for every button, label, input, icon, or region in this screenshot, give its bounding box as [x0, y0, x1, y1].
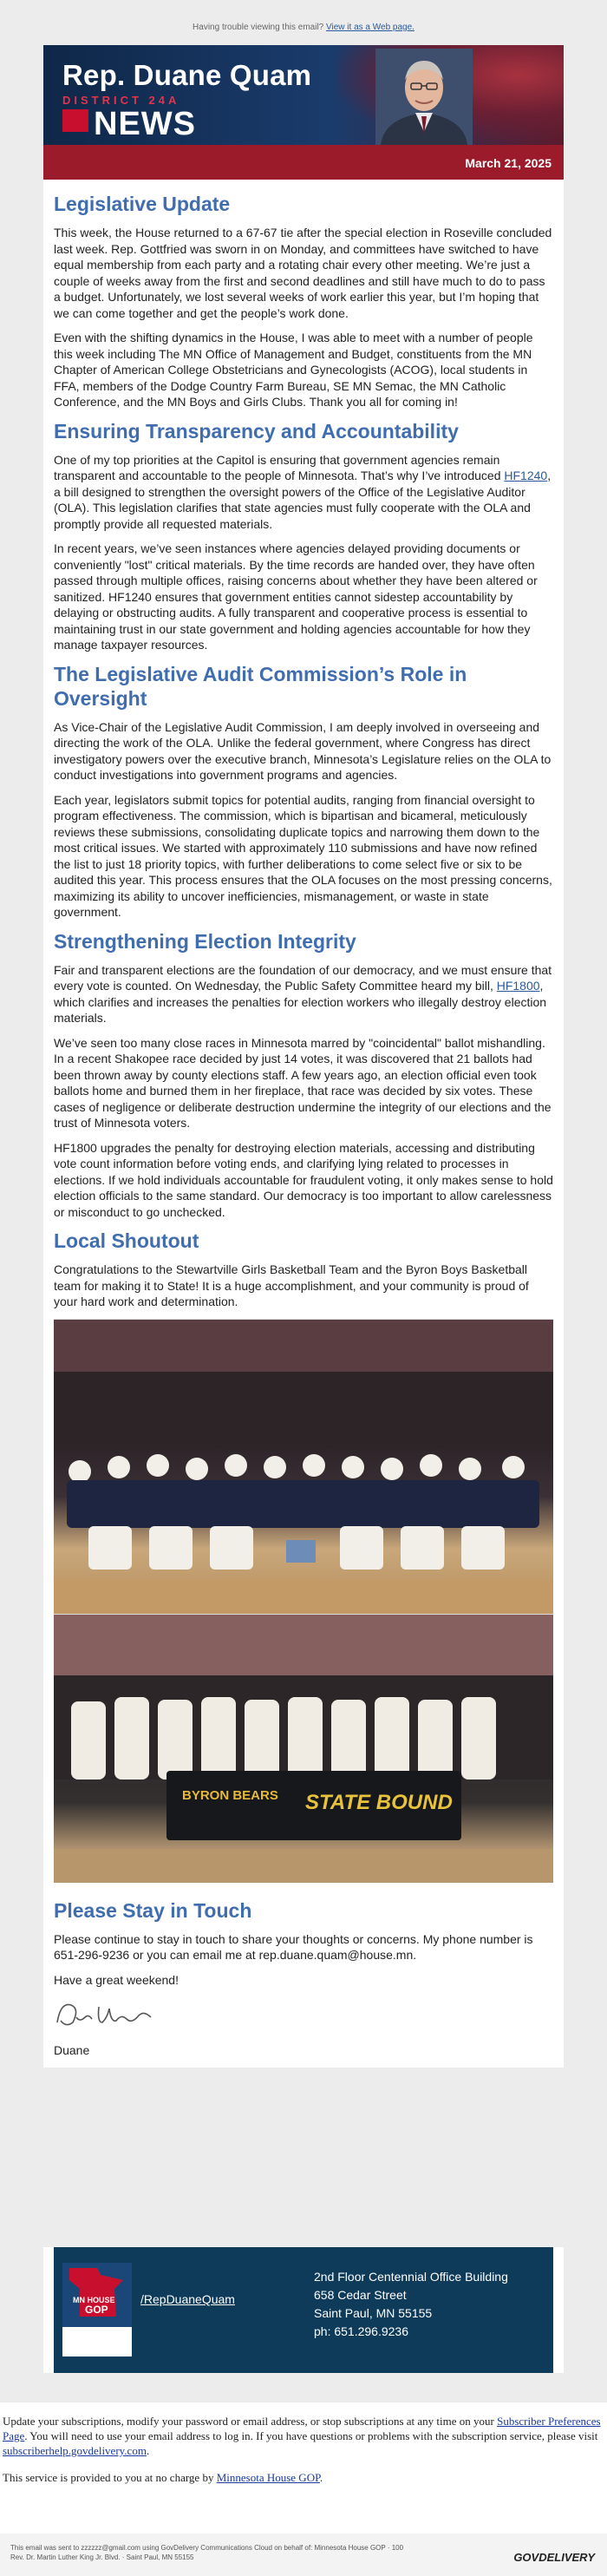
office-phone: ph: 651.296.9236	[314, 2324, 408, 2338]
signature-illustration	[54, 1996, 166, 2031]
subscription-text-mid: . You will need to use your email address to log in. If you have questions or problems with the subscription service, please visit	[24, 2429, 598, 2442]
election-paragraph-2: We’ve seen too many close races in Minnesota marred by "coincidental" ballot mishandling. In a recent Shakopee race decided by just 14 votes, it was discovered that 21 ballots had been thrown away by county elections staff. A few years ago, an election official even took ballots home and burned them in her fireplace, that race was decided by six votes. These cases of negligence or deliberate destruction undermine the integrity of our elections and the trust of Minnesota voters.	[54, 1035, 552, 1130]
audit-paragraph-1: As Vice-Chair of the Legislative Audit Commission, I am deeply involved in overseeing and directing the work of the OLA. Unlike the federal government, where Congress has direct investigatory powers over the executive branch, Minnesota’s Legislature relies on the OLA to conduct investigations into government programs and agencies.	[54, 719, 552, 782]
view-web-link[interactable]: View it as a Web page.	[326, 23, 414, 32]
office-address	[314, 2268, 508, 2341]
header-banner	[43, 45, 564, 145]
signoff: Duane	[54, 2043, 90, 2057]
footer	[43, 2247, 564, 2373]
subscriber-preferences-link[interactable]: Subscriber Preferences Page	[3, 2415, 601, 2442]
preheader-text: Having trouble viewing this email?	[193, 23, 324, 32]
section-heading-transparency: Ensuring Transparency and Accountability	[54, 419, 459, 442]
address-line-2: 658 Cedar Street	[314, 2288, 407, 2302]
mn-house-gop-link[interactable]: Minnesota House GOP	[216, 2471, 320, 2484]
header-news: NEWS	[94, 106, 196, 142]
date-band	[43, 145, 564, 180]
newsletter-card	[43, 45, 564, 2068]
facebook-wordmark: facebook	[62, 2337, 127, 2354]
newsletter-body	[43, 180, 564, 2059]
byron-photo-illustration	[54, 1615, 553, 1883]
section-heading-legislative: Legislative Update	[54, 193, 231, 215]
election-paragraph-1	[54, 962, 553, 1026]
election-paragraph-3: HF1800 upgrades the penalty for destroying election materials, accessing and distributing vote count information before voting ends, and clarifying lying related to processes in elections. If we hold individuals accountable for fraudulent voting, it only makes sense to hold election officials to the same standard. Our democracy is too important to allow carelessness or misconduct to go unchecked.	[54, 1140, 553, 1219]
mn-house-gop-logo[interactable]	[62, 2263, 132, 2356]
transparency-paragraph-2: In recent years, we’ve seen instances where agencies delayed providing documents or conveniently "lost" critical materials. By the time records are handed over, they have often passed through multiple offices, raising concerns about whether they have been altered or sanitized. HF1240 ensures that government entities cannot sidestep accountability by delaying or obstructing audits. A fully transparent and cooperative process is essential to maintaining trust in our state government and holding agencies accountable for how they manage taxpayer resources.	[54, 541, 538, 652]
preheader	[0, 0, 607, 45]
signature-image	[54, 1996, 553, 2035]
subscription-text-pre: Update your subscriptions, modify your password or email address, or stop subscriptions at any time on your	[3, 2415, 494, 2428]
sent-to-line-1: This email was sent to zzzzzz@gmail.com using GovDelivery Communications Cloud on behalf of: Minnesota House GOP · 100	[10, 2544, 404, 2552]
stewartville-team-photo	[54, 1319, 553, 1614]
transparency-p1-pre: One of my top priorities at the Capitol is ensuring that government agencies remain transparent and accountable to the people of Minnesota. That’s why I’ve introduced	[54, 452, 505, 482]
section-heading-shoutout: Local Shoutout	[54, 1229, 199, 1252]
transparency-p1-post: , a bill designed to strengthen the oversight powers of the Office of the Legislative Auditor (OLA). This legislation clarifies that state agencies must fully cooperate with the OLA and promptly provide all requested materials.	[54, 469, 552, 531]
footer-band	[54, 2247, 553, 2373]
subscriber-help-link[interactable]: subscriberhelp.govdelivery.com	[3, 2444, 147, 2457]
govdelivery-logo[interactable]: GOVDELIVERY	[513, 2551, 595, 2564]
legislative-paragraph-1: This week, the House returned to a 67-67 tie after the special election in Roseville concluded last week. Rep. Gottfried was sworn in on Monday, and committees have switched to have equal membership from each party and a rotating chair every other meeting. We’re just a couple of weeks away from the first and second deadlines and still have much to do to pass a budget. Unfortunately, we lost several weeks of work earlier this year, but I’m hoping that we can come together and get the people’s work done.	[54, 226, 552, 320]
logo-bottom-text: GOP	[85, 2304, 108, 2316]
subscription-text-end: .	[146, 2444, 150, 2457]
state-bound-banner-text: STATE BOUND	[305, 1790, 453, 1814]
govdelivery-footer	[0, 2533, 607, 2576]
service-text-end: .	[319, 2471, 323, 2484]
representative-portrait	[375, 49, 473, 145]
contact-paragraph-2: Have a great weekend!	[54, 1972, 179, 1987]
state-bound-banner-team: BYRON BEARS	[182, 1787, 278, 1803]
shoutout-paragraph: Congratulations to the Stewartville Girls Basketball Team and the Byron Boys Basketball team for making it to State! It is a huge accomplishment, and your community is proud of your hard work and determination.	[54, 1262, 529, 1308]
mn-flag-icon	[62, 109, 88, 132]
mn-state-icon	[62, 2263, 132, 2327]
transparency-paragraph-1	[54, 452, 553, 533]
section-heading-audit: The Legislative Audit Commission’s Role in Oversight	[54, 662, 467, 710]
logo-top-text: MN HOUSE	[73, 2296, 115, 2304]
audit-paragraph-2: Each year, legislators submit topics for potential audits, ranging from financial oversight to program effectiveness. The commission, which is bipartisan and bicameral, meticulously reviews these submissions, consolidating duplicate topics and narrowing them down to the most critical issues. We started with approximately 110 submissions and have now refined the list to just 18 priority topics, with further deliberations to come select five or six to be audited this year. This process ensures that the OLA focuses on the most pressing concerns, maximizing its ability to uncover inefficiencies, mismanagement, or waste in state government.	[54, 792, 552, 919]
section-heading-contact: Please Stay in Touch	[54, 1898, 252, 1922]
issue-date: March 21, 2025	[465, 156, 552, 170]
hf1800-link[interactable]: HF1800	[496, 979, 540, 993]
election-p1-post: , which clarifies and increases the penalties for election workers who illegally destroy election materials.	[54, 979, 547, 1025]
legislative-paragraph-2: Even with the shifting dynamics in the House, I was able to meet with a number of people this week including The MN Office of Management and Budget, constituents from the MN Chapter of American College Obstetricians and Gynecologists (ACOG), local students in FFA, members of the Dodge Country Farm Bureau, SE MN Semac, the MN Catholic Conference, and the MN Boys and Girls Clubs. Thank you all for coming in!	[54, 331, 533, 409]
election-p1-pre: Fair and transparent elections are the foundation of our democracy, and we must ensure that every vote is counted. On Wednesday, the Public Safety Committee heard my bill,	[54, 962, 552, 993]
address-line-1: 2nd Floor Centennial Office Building	[314, 2270, 508, 2284]
stewartville-photo-illustration	[54, 1320, 553, 1614]
subscription-notice	[0, 2414, 607, 2485]
section-heading-election: Strengthening Election Integrity	[54, 929, 356, 953]
header-district: DISTRICT 24A	[62, 94, 180, 107]
sent-to-line-2: Rev. Dr. Martin Luther King Jr. Blvd. · Saint Paul, MN 55155	[10, 2553, 194, 2561]
facebook-link[interactable]: /RepDuaneQuam	[140, 2292, 235, 2306]
hf1240-link[interactable]: HF1240	[504, 469, 548, 482]
header-title: Rep. Duane Quam	[62, 59, 312, 91]
byron-team-photo	[54, 1614, 553, 1883]
service-text: This service is provided to you at no charge by	[3, 2471, 214, 2484]
contact-paragraph-1: Please continue to stay in touch to share your thoughts or concerns. My phone number is 651-296-9236 or you can email me at rep.duane.quam@house.mn.	[54, 1931, 533, 1962]
address-line-3: Saint Paul, MN 55155	[314, 2306, 433, 2320]
